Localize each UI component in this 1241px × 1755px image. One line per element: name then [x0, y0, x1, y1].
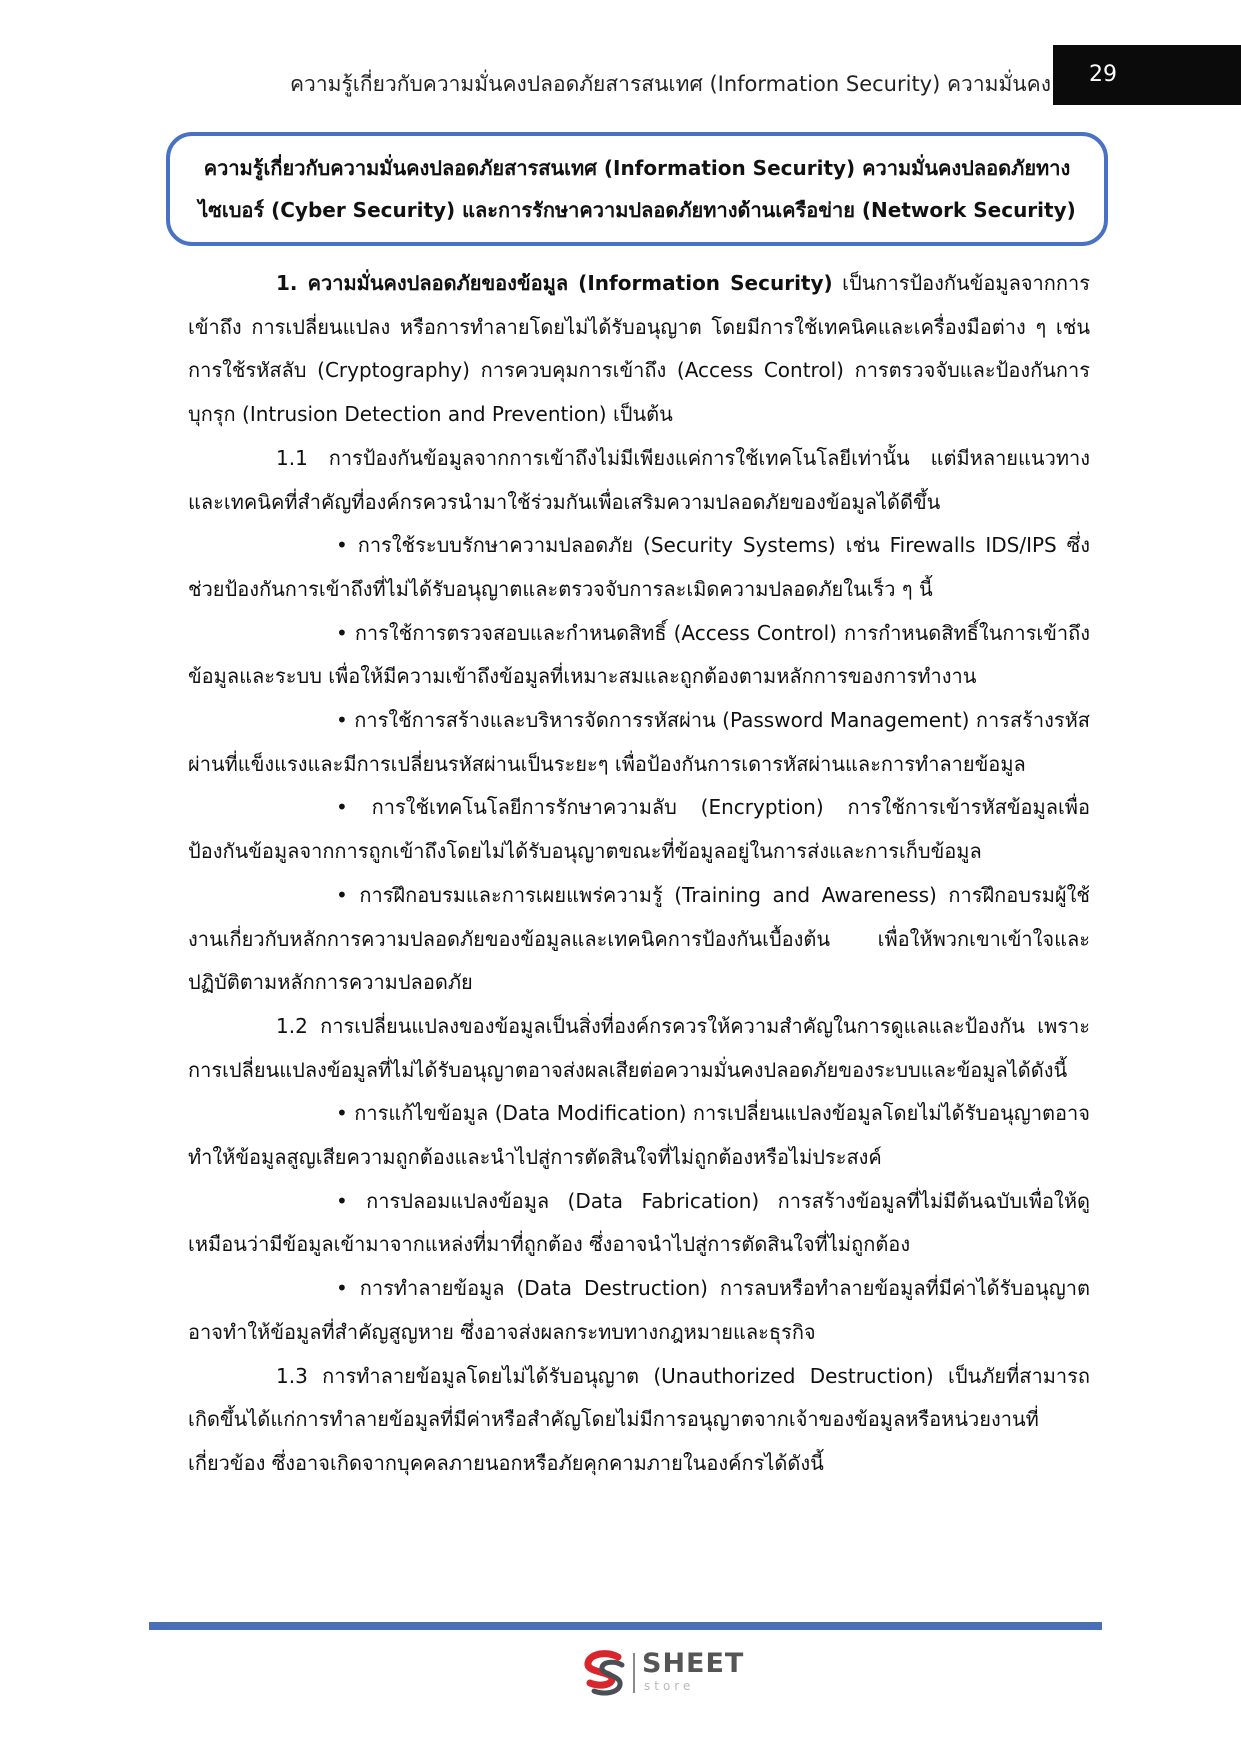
bullet-access-control: • การใช้การตรวจสอบและกำหนดสิทธิ์ (Access Control) การกำหนดสิทธิ์ในการเข้าถึงข้อมูลและระบบ เพื่อให้มีความเข้าถึงข้อมูลที่เหมาะสมและถูกต้องตามหลักการของการทำงาน: [188, 620, 1090, 689]
bullet-password-management: • การใช้การสร้างและบริหารจัดการรหัสผ่าน (Password Management) การสร้างรหัสผ่านที่แข็งแรงและมีการเปลี่ยนรหัสผ่านเป็นระยะๆ เพื่อป้องกันการเดารหัสผ่านและการทำลายข้อมูล: [188, 708, 1090, 776]
title-line-2: ไซเบอร์ (Cyber Security) และการรักษาความปลอดภัยทางด้านเครือข่าย (Network Security): [198, 198, 1076, 222]
body-content: [188, 262, 1090, 1486]
sheet-store-logo: [578, 1647, 748, 1699]
page-number: 29: [1089, 62, 1117, 87]
bullet-data-fabrication: • การปลอมแปลงข้อมูล (Data Fabrication) การสร้างข้อมูลที่ไม่มีต้นฉบับเพื่อให้ดูเหมือนว่ามีข้อมูลเข้ามาจากแหล่งที่มาที่ถูกต้อง ซึ่งอาจนำไปสู่การตัดสินใจที่ไม่ถูกต้อง: [188, 1188, 1090, 1257]
bullet-data-modification: • การแก้ไขข้อมูล (Data Modification) การเปลี่ยนแปลงข้อมูลโดยไม่ได้รับอนุญาตอาจทำให้ข้อมูลสูญเสียความถูกต้องและนำไปสู่การตัดสินใจที่ไม่ถูกต้องหรือไม่ประสงค์: [188, 1101, 1090, 1170]
paragraph-1-1: [188, 262, 1090, 437]
paragraph-1-3: 1.3 การทำลายข้อมูลโดยไม่ได้รับอนุญาต (Unauthorized Destruction) เป็นภัยที่สามารถเกิดขึ้นได้แก่การทำลายข้อมูลที่มีค่าหรือสำคัญโดยไม่มีการอนุญาตจากเจ้าของข้อมูลหรือหน่วยงานที่เกี่ยวข้อง ซึ่งอาจเกิดจากบุคคลภายนอกหรือภัยคุกคามภายในองค์กรได้ดังนี้: [188, 1363, 1090, 1475]
title-box: [166, 132, 1108, 246]
section-heading: 1. ความมั่นคงปลอดภัยของข้อมูล (Information Security): [276, 271, 833, 295]
title-line-1: ความรู้เกี่ยวกับความมั่นคงปลอดภัยสารสนเทศ (Information Security) ความมั่นคงปลอดภัยทาง: [203, 156, 1071, 180]
bullet-encryption: • การใช้เทคโนโลยีการรักษาความลับ (Encryption) การใช้การเข้ารหัสข้อมูลเพื่อป้องกันข้อมูลจากการถูกเข้าถึงโดยไม่ได้รับอนุญาตขณะที่ข้อมูลอยู่ในการส่งและการเก็บข้อมูล: [188, 795, 1090, 864]
bullet-training-awareness: • การฝึกอบรมและการเผยแพร่ความรู้ (Training and Awareness) การฝึกอบรมผู้ใช้งานเกี่ยวกับหลักการความปลอดภัยของข้อมูลและเทคนิคการป้องกันเบื้องต้น เพื่อให้พวกเขาเข้าใจและปฏิบัติตามหลักการความปลอดภัย: [188, 882, 1090, 995]
section-intro-text: เป็นการป้องกันข้อมูลจากการเข้าถึง การเปลี่ยนแปลง หรือการทำลายโดยไม่ได้รับอนุญาต โดยมีการใช้เทคนิคและเครื่องมือต่าง ๆ เช่น การใช้รหัสลับ (Cryptography) การควบคุมการเข้าถึง (Access Control) การตรวจจับและป้องกันการบุกรุก (Intrusion Detection and Prevention) เป็นต้น: [188, 271, 1090, 427]
logo-divider: [633, 1653, 635, 1693]
paragraph-1-1-intro: 1.1 การป้องกันข้อมูลจากการเข้าถึงไม่มีเพียงแค่การใช้เทคโนโลยีเท่านั้น แต่มีหลายแนวทางและเทคนิคที่สำคัญที่องค์กรควรนำมาใช้ร่วมกันเพื่อเสริมความปลอดภัยของข้อมูลได้ดีขึ้น: [188, 445, 1090, 514]
bullet-data-destruction: • การทำลายข้อมูล (Data Destruction) การลบหรือทำลายข้อมูลที่มีค่าได้รับอนุญาตอาจทำให้ข้อมูลที่สำคัญสูญหาย ซึ่งอาจส่งผลกระทบทางกฎหมายและธุรกิจ: [188, 1276, 1090, 1344]
paragraph-1-2: 1.2 การเปลี่ยนแปลงของข้อมูลเป็นสิ่งที่องค์กรควรให้ความสำคัญในการดูแลและป้องกัน เพราะการเปลี่ยนแปลงข้อมูลที่ไม่ได้รับอนุญาตอาจส่งผลเสียต่อความมั่นคงปลอดภัยของระบบและข้อมูลได้ดังนี้: [188, 1013, 1090, 1082]
running-header: ความรู้เกี่ยวกับความมั่นคงปลอดภัยสารสนเทศ (Information Security) ความมั่นคง: [290, 72, 1051, 96]
bullet-security-systems: • การใช้ระบบรักษาความปลอดภัย (Security Systems) เช่น Firewalls IDS/IPS ซึ่งช่วยป้องกันการเข้าถึงที่ไม่ได้รับอนุญาตและตรวจจับการละเมิดความปลอดภัยในเร็ว ๆ นี้: [188, 533, 1090, 601]
sheet-store-logo-icon: [578, 1647, 630, 1699]
page-number-box: [1053, 45, 1241, 105]
logo-wordmark: SHEET: [642, 1648, 745, 1679]
logo-subtitle: store: [644, 1679, 695, 1693]
footer-rule: [149, 1622, 1102, 1630]
